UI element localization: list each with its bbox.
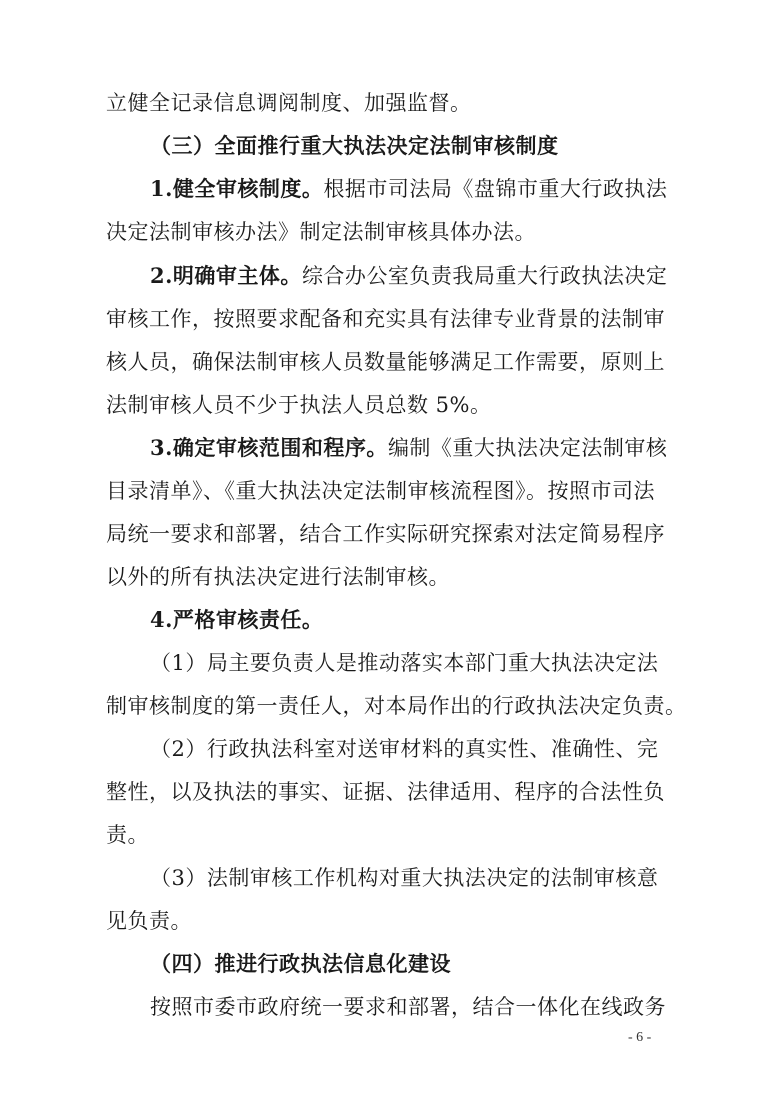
paragraph-line: 局统一要求和部署，结合工作实际研究探索对法定简易程序 — [106, 522, 665, 546]
paragraph-line: 法制审核人员不少于执法人员总数 5%。 — [106, 393, 492, 417]
paragraph-line: 核人员，确保法制审核人员数量能够满足工作需要，原则上 — [106, 350, 665, 374]
paragraph-line: 见负责。 — [106, 909, 192, 933]
section-heading-3: （三）全面推行重大执法决定法制审核制度 — [150, 133, 559, 158]
paragraph-line: 1.健全审核制度。根据市司法局《盘锦市重大行政执法 — [150, 176, 668, 201]
paragraph-line: 按照市委市政府统一要求和部署，结合一体化在线政务 — [150, 995, 666, 1019]
paragraph-line: （3）法制审核工作机构对重大执法决定的法制审核意 — [150, 866, 659, 890]
paragraph-line: 责。 — [106, 823, 149, 847]
paragraph-line: 立健全记录信息调阅制度、加强监督。 — [106, 91, 472, 115]
paragraph-line: 目录清单》、《重大执法决定法制审核流程图》。按照市司法 — [106, 479, 655, 503]
paragraph-line: 制审核制度的第一责任人，对本局作出的行政执法决定负责。 — [106, 694, 687, 718]
paragraph-line: 2.明确审主体。综合办公室负责我局重大行政执法决定 — [150, 263, 668, 288]
paragraph-line: 以外的所有执法决定进行法制审核。 — [106, 565, 450, 589]
paragraph-line: 3.确定审核范围和程序。编制《重大执法决定法制审核 — [150, 435, 668, 460]
paragraph-line: 整性，以及执法的事实、证据、法律适用、程序的合法性负 — [106, 780, 665, 804]
section-heading-4: （四）推进行政执法信息化建设 — [150, 951, 451, 976]
paragraph-line: 决定法制审核办法》制定法制审核具体办法。 — [106, 220, 536, 244]
paragraph-line: （1）局主要负责人是推动落实本部门重大执法决定法 — [150, 651, 659, 675]
paragraph-line: 审核工作，按照要求配备和充实具有法律专业背景的法制审 — [106, 307, 665, 331]
page-number: - 6 - — [628, 1030, 652, 1045]
paragraph-line: （2）行政执法科室对送审材料的真实性、准确性、完 — [150, 737, 659, 761]
subheading-4: 4.严格审核责任。 — [150, 607, 324, 632]
